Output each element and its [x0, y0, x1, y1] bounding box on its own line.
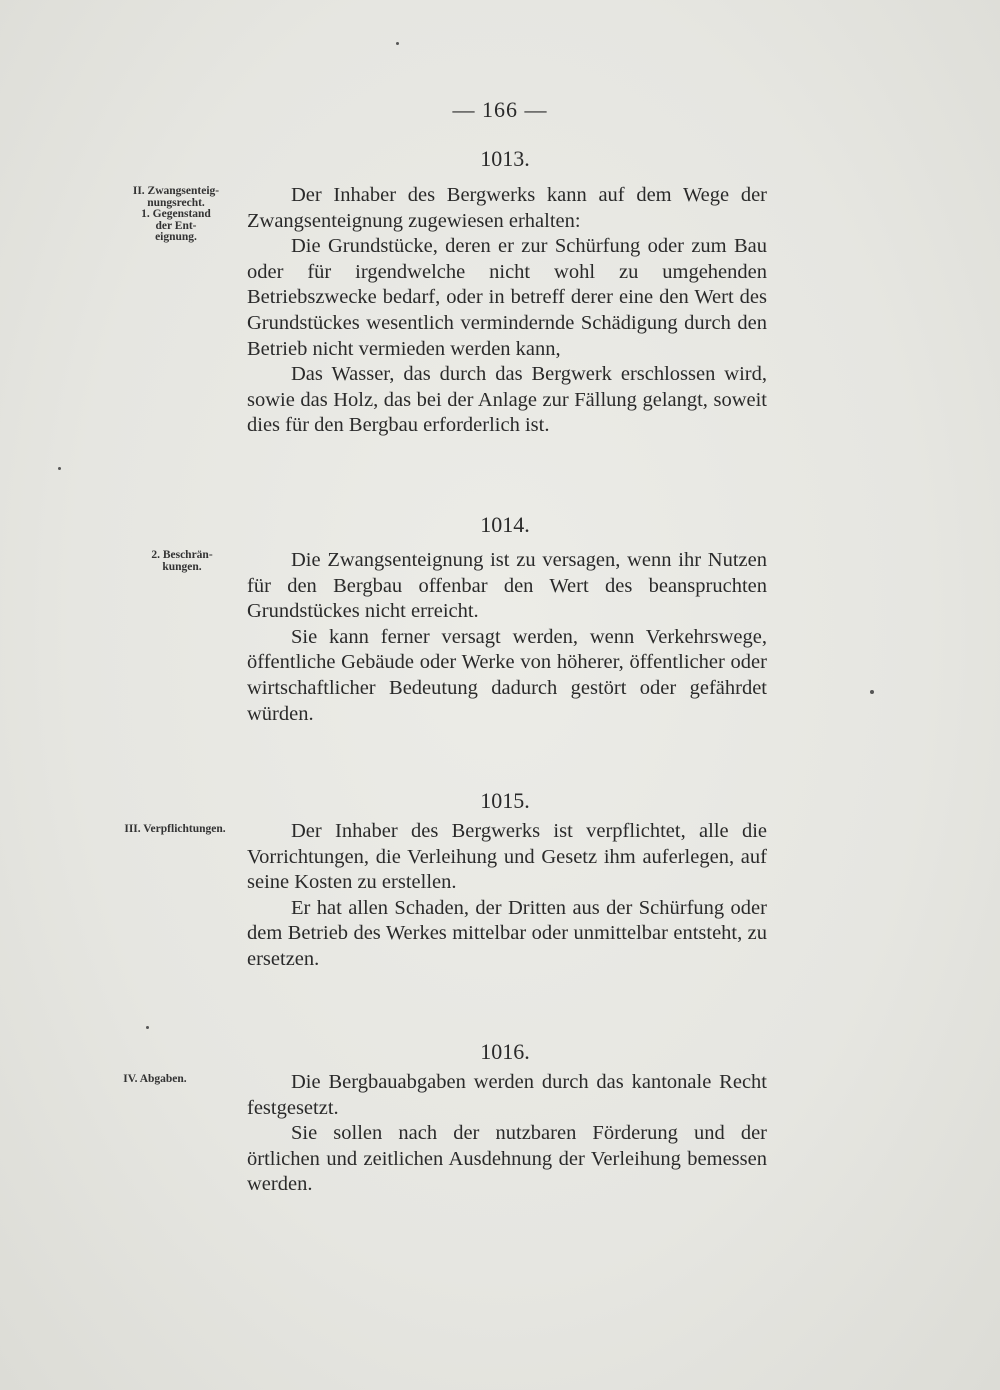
margin-note-line: IV. Abgaben. [123, 1073, 187, 1085]
scan-speck [146, 1026, 149, 1029]
margin-note-line: III. Verpflichtungen. [124, 823, 226, 835]
article-body-1014 [247, 548, 767, 727]
scan-speck [58, 467, 61, 470]
margin-note-line: 2. Beschrän- [151, 549, 213, 561]
paragraph: Die Zwangsenteignung ist zu versagen, wenn ihr Nutzen für den Bergbau offenbar den Wert des beanspruchten Grundstückes nicht erreicht. [247, 549, 767, 623]
article-number-1015: 1015. [480, 788, 530, 813]
margin-note-line: II. Zwangsenteig- [132, 185, 220, 197]
margin-note-line: nungsrecht. [147, 196, 205, 209]
paragraph: Der Inhaber des Bergwerks kann auf dem Wege der Zwangsenteignung zugewiesen erhalten: [247, 184, 767, 232]
article-number-1014: 1014. [480, 512, 530, 537]
page-number: — 166 — [452, 97, 548, 122]
paragraph: Das Wasser, das durch das Bergwerk erschlossen wird, sowie das Holz, das bei der Anlage zur Fällung gelangt, soweit dies für den Bergbau erforderlich ist. [247, 363, 767, 437]
margin-note-zwangsenteignungsrecht [112, 186, 240, 244]
article-body-1016 [247, 1070, 767, 1198]
margin-note-abgaben [100, 1074, 210, 1086]
paragraph: Die Bergbauabgaben werden durch das kantonale Recht festgesetzt. [247, 1071, 767, 1119]
article-number-1013: 1013. [480, 146, 530, 171]
margin-note-verpflichtungen [100, 824, 250, 836]
paragraph: Sie kann ferner versagt werden, wenn Verkehrswege, öffentliche Gebäude oder Werke von höherer, öffentlicher oder wirtschaftlicher Bedeutung dadurch gestört oder gefährdet würden. [247, 625, 767, 725]
paragraph: Sie sollen nach der nutzbaren Förderung und der örtlichen und zeitlichen Ausdehnung der Verleihung bemessen werden. [247, 1122, 767, 1196]
margin-note-line: eignung. [155, 231, 197, 243]
article-body-1015 [247, 819, 767, 973]
article-number-1016: 1016. [480, 1039, 530, 1064]
scan-speck [396, 42, 399, 45]
article-body-1013 [247, 183, 767, 439]
paragraph: Die Grundstücke, deren er zur Schürfung oder zum Bau oder für irgendwelche nicht wohl zu umgehenden Betriebszwecke bedarf, oder in betreff derer eine den Wert des Grundstückes wesentlich vermindernde Schädigung durch den Betrieb nicht vermieden werden kann, [247, 235, 767, 360]
paragraph: Er hat allen Schaden, der Dritten aus der Schürfung oder dem Betrieb des Werkes mittelbar oder unmittelbar entsteht, zu ersetzen. [247, 896, 767, 970]
margin-note-beschraenkungen [136, 550, 228, 573]
margin-note-line: der Ent- [155, 219, 197, 232]
scan-speck [870, 690, 874, 694]
margin-note-line: kungen. [162, 560, 202, 573]
paragraph: Der Inhaber des Bergwerks ist verpflichtet, alle die Vorrichtungen, die Verleihung und Gesetz ihm auferlegen, auf seine Kosten zu erstellen. [247, 820, 767, 894]
margin-note-line: 1. Gegenstand [141, 208, 211, 220]
